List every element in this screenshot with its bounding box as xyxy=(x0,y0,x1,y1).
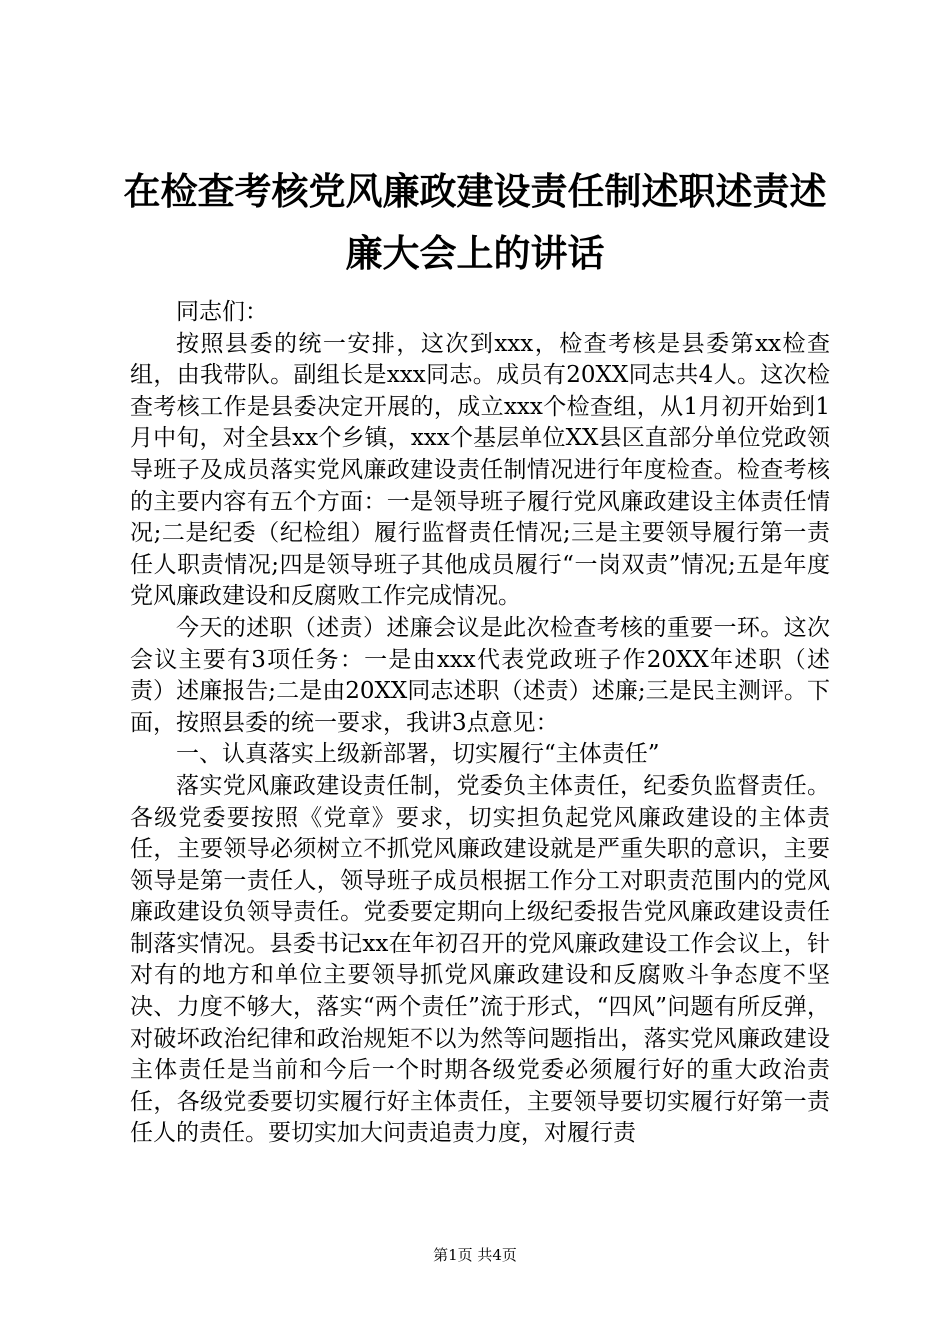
document-body xyxy=(130,297,830,1150)
body-paragraph: 落实党风廉政建设责任制，党委负主体责任，纪委负监督责任。各级党委要按照《党章》要求，切实担负起党风廉政建设的主体责任，主要领导必须树立不抓党风廉政建设就是严重失职的意识，主要领导是第一责任人，领导班子成员根据工作分工对职责范围内的党风廉政建设负领导责任。党委要定期向上级纪委报告党风廉政建设责任制落实情况。县委书记xx在年初召开的党风廉政建设工作会议上，针对有的地方和单位主要领导抓党风廉政建设和反腐败斗争态度不坚决、力度不够大，落实“两个责任”流于形式，“四风”问题有所反弹，对破坏政治纪律和政治规矩不以为然等问题指出，落实党风廉政建设主体责任是当前和今后一个时期各级党委必须履行好的重大政治责任，各级党委要切实履行好主体责任，主要领导要切实履行好第一责任人的责任。要切实加大问责追责力度，对履行责 xyxy=(130,772,830,1147)
section-heading: 一、认真落实上级新部署，切实履行“主体责任” xyxy=(176,741,660,768)
body-paragraph: 今天的述职（述责）述廉会议是此次检查考核的重要一环。这次会议主要有3项任务：一是由xxx代表党政班子作20XX年述职（述责）述廉报告;二是由20XX同志述职（述责）述廉;三是民主测评。下面，按照县委的统一要求，我讲3点意见： xyxy=(130,614,830,736)
document-title: 在检查考核党风廉政建设责任制述职述责述廉大会上的讲话 xyxy=(123,169,827,275)
salutation-paragraph: 同志们： xyxy=(176,299,268,325)
body-paragraph: 按照县委的统一安排，这次到xxx，检查考核是县委第xx检查组，由我带队。副组长是xxx同志。成员有20XX同志共4人。这次检查考核工作是县委决定开展的，成立xxx个检查组，从1月初开始到1月中旬，对全县xx个乡镇，xxx个基层单位XX县区直部分单位党政领导班子及成员落实党风廉政建设责任制情况进行年度检查。检查考核的主要内容有五个方面：一是领导班子履行党风廉政建设主体责任情况;二是纪委（纪检组）履行监督责任情况;三是主要领导履行第一责任人职责情况;四是领导班子其他成员履行“一岗双责”情况;五是年度党风廉政建设和反腐败工作完成情况。 xyxy=(130,330,830,610)
page-footer: 第1页 共4页 xyxy=(433,1246,517,1264)
